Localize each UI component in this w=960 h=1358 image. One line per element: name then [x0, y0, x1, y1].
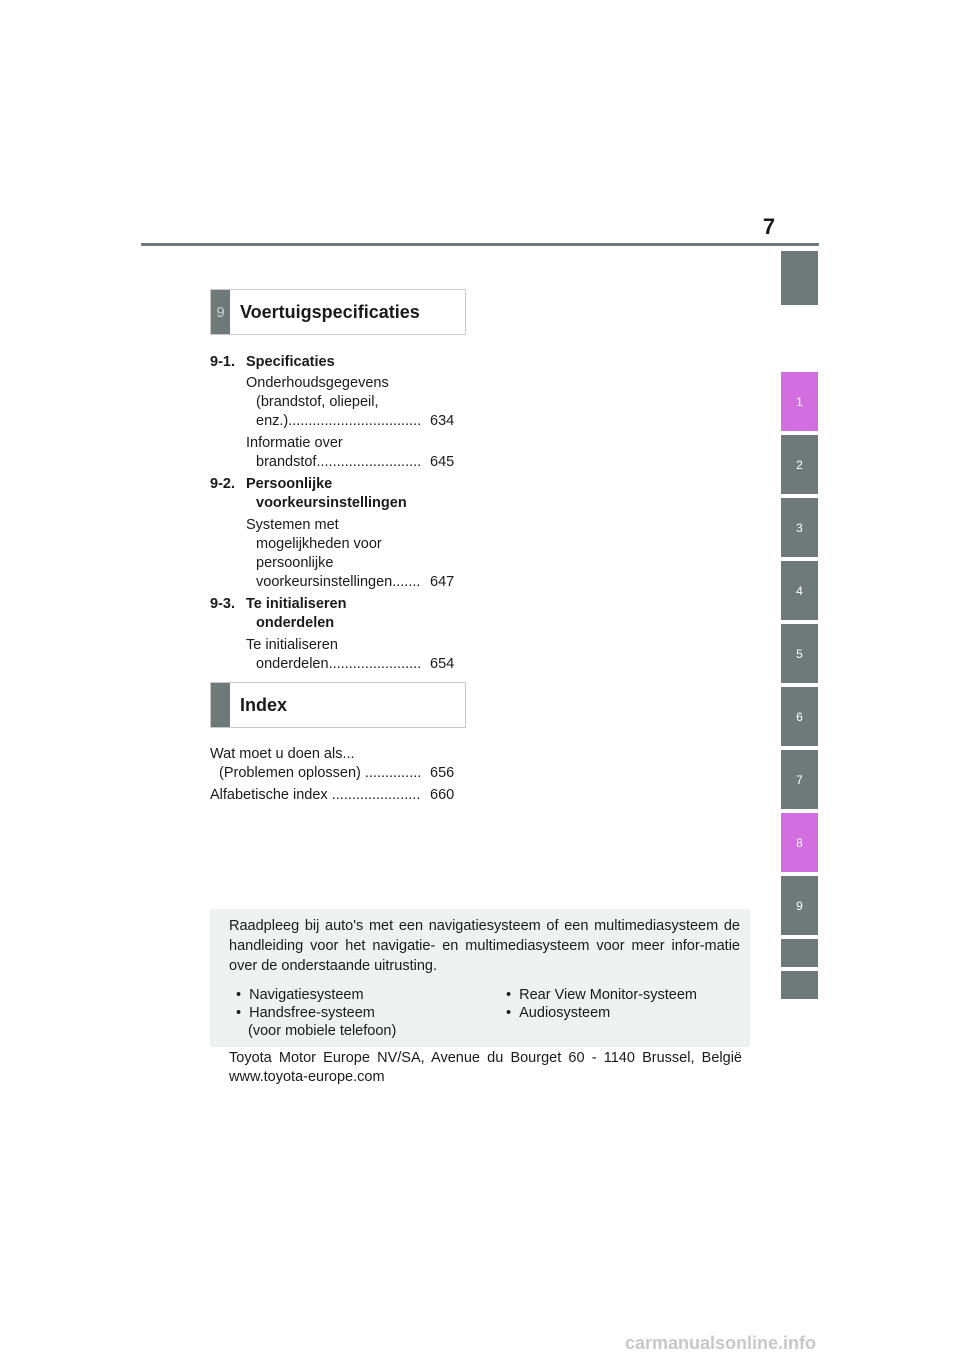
toc-page-number[interactable]: 660 — [430, 787, 455, 803]
chapter-tab-6[interactable] — [781, 687, 818, 746]
toc-heading-number: 9-2. — [210, 476, 235, 492]
toc-entry-line[interactable]: enz.)................................. — [256, 413, 422, 429]
toc-page-number[interactable]: 645 — [430, 454, 455, 470]
toc-entry-line[interactable]: brandstof.......................... — [256, 454, 422, 470]
toc-page-number[interactable]: 634 — [430, 413, 455, 429]
index-entry-line[interactable]: Alfabetische index ...................... — [210, 787, 421, 803]
toc-heading-number: 9-3. — [210, 596, 235, 612]
toc-entry-line[interactable]: Te initialiseren — [246, 637, 338, 653]
chapter-tab-label: 6 — [796, 709, 803, 724]
bullet-text: Navigatiesysteem — [249, 987, 364, 1003]
section-marker: 9 — [211, 290, 230, 334]
chapter-tab-1[interactable] — [781, 372, 818, 431]
watermark: carmanualsonline.info — [625, 1333, 817, 1353]
chapter-tab-label: 7 — [796, 772, 803, 787]
bullet-text: Rear View Monitor-systeem — [519, 987, 697, 1003]
bullet-item — [236, 1004, 375, 1022]
section-header-9 — [210, 289, 466, 335]
footer — [229, 1049, 742, 1087]
toc-entry-line[interactable]: onderdelen....................... — [256, 656, 422, 672]
toc-heading[interactable]: onderdelen — [256, 615, 335, 631]
chapter-tab-label: 1 — [796, 394, 803, 409]
bullet-item — [506, 986, 697, 1004]
bullet-text: Audiosysteem — [519, 1005, 611, 1021]
bullet-continuation: (voor mobiele telefoon) — [248, 1023, 397, 1039]
bullet-item — [236, 986, 364, 1004]
footer-address: Toyota Motor Europe NV/SA, Avenue du Bourget 60 - 1140 Brussel, België — [229, 1050, 742, 1066]
bullet-item — [506, 1004, 610, 1022]
toc-page-number[interactable]: 654 — [430, 656, 455, 672]
toc-entry-line[interactable]: (brandstof, oliepeil, — [256, 394, 379, 410]
toc-entry-line[interactable]: Informatie over — [246, 435, 343, 451]
bullet-glyph: • — [236, 987, 242, 1003]
chapter-tab-2[interactable] — [781, 435, 818, 494]
chapter-tab-7[interactable] — [781, 750, 818, 809]
chapter-tab-label: 5 — [796, 646, 803, 661]
footer-website[interactable]: www.toyota-europe.com — [229, 1069, 385, 1085]
chapter-tab-8[interactable] — [781, 813, 818, 872]
chapter-tab-4[interactable] — [781, 561, 818, 620]
toc-page-number[interactable]: 647 — [430, 574, 455, 590]
chapter-tab-blank-a[interactable] — [781, 939, 818, 967]
chapter-tab-blank-b[interactable] — [781, 971, 818, 999]
chapter-tab-label: 9 — [796, 898, 803, 913]
toc-heading-number: 9-1. — [210, 354, 235, 370]
toc-entry-line[interactable]: Onderhoudsgegevens — [246, 375, 389, 391]
chapter-tab-3[interactable] — [781, 498, 818, 557]
chapter-tab-label: 2 — [796, 457, 803, 472]
bullet-text: Handsfree-systeem — [249, 1005, 375, 1021]
index-entry-line[interactable]: Wat moet u doen als... — [210, 746, 355, 762]
page-number: 7 — [762, 214, 776, 239]
section-marker — [211, 683, 230, 727]
toc-entry-line[interactable]: persoonlijke — [256, 555, 334, 571]
index-entry-line[interactable]: (Problemen oplossen) .............. — [219, 765, 422, 781]
toc-heading[interactable]: voorkeursinstellingen — [256, 495, 407, 511]
section-title: Index — [240, 694, 288, 715]
toc-page-number[interactable]: 656 — [430, 765, 455, 781]
toc-heading[interactable]: Specificaties — [246, 354, 335, 370]
bullet-glyph: • — [506, 987, 512, 1003]
chapter-tab-label: 3 — [796, 520, 803, 535]
chapter-tab-label: 8 — [796, 835, 803, 850]
section-title: Voertuigspecificaties — [240, 301, 420, 322]
toc-entry-line[interactable]: Systemen met — [246, 517, 339, 533]
chapter-tab-label: 4 — [796, 583, 803, 598]
toc-entry-line[interactable]: mogelijkheden voor — [256, 536, 382, 552]
toc-heading[interactable]: Persoonlijke — [246, 476, 333, 492]
chapter-tab-5[interactable] — [781, 624, 818, 683]
bullet-glyph: • — [236, 1005, 242, 1021]
header-rule — [141, 243, 819, 246]
section-header-index — [210, 682, 466, 728]
toc-entry-line[interactable]: voorkeursinstellingen....... — [256, 574, 421, 590]
bullet-glyph: • — [506, 1005, 512, 1021]
info-paragraph: Raadpleeg bij auto's met een navigatiesysteem of een multimediasysteem de handleiding voor het navigatie- en multimediasysteem voor meer infor-matie over de onderstaande uitrusting. — [229, 918, 740, 974]
chapter-tab-9[interactable] — [781, 876, 818, 935]
toc-heading[interactable]: Te initialiseren — [246, 596, 347, 612]
chapter-tab-blank-top[interactable] — [781, 251, 818, 305]
